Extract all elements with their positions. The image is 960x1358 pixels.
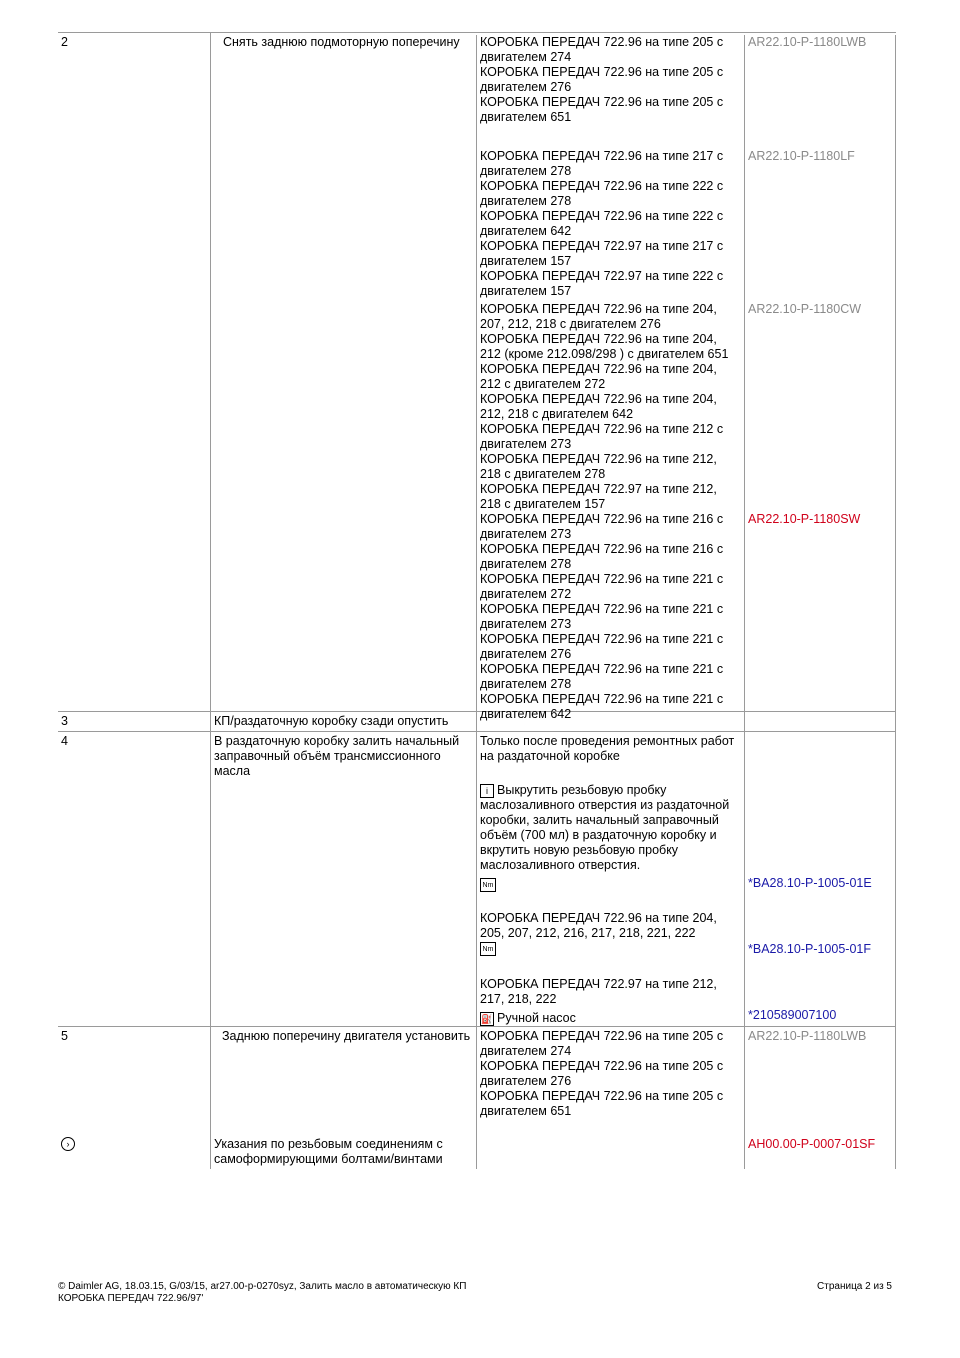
variant-line: КОРОБКА ПЕРЕДАЧ 722.96 на типе 204, 212 (кроме 212.098/298 ) с двигателем 651 [480, 332, 729, 361]
torque-block [480, 877, 741, 907]
step-details [476, 33, 896, 721]
step-action: КП/раздаточную коробку сзади опустить [210, 712, 476, 731]
reference-link[interactable]: AR22.10-P-1180CW [748, 302, 862, 316]
tool-block [480, 1011, 741, 1026]
footer-line: © Daimler AG, 18.03.15, G/03/15, ar27.00-p-0270syz, Залить масло в автоматическую КП [58, 1281, 467, 1292]
reference-link[interactable]: *BA28.10-P-1005-01E [748, 876, 872, 890]
page-number: Страница 2 из 5 [817, 1281, 892, 1292]
reference-link[interactable]: *BA28.10-P-1005-01F [748, 942, 871, 956]
variant-line: КОРОБКА ПЕРЕДАЧ 722.97 на типе 212, 217, 218, 222 [480, 977, 717, 1006]
step-details [476, 1027, 744, 1169]
variant-line: КОРОБКА ПЕРЕДАЧ 722.96 на типе 221 с двигателем 278 [480, 662, 724, 691]
footer-line: КОРОБКА ПЕРЕДАЧ 722.96/97' [58, 1293, 204, 1304]
variant-line: КОРОБКА ПЕРЕДАЧ 722.96 на типе 205 с двигателем 276 [480, 1059, 724, 1088]
empty-cell [744, 712, 896, 731]
variant-line: КОРОБКА ПЕРЕДАЧ 722.96 на типе 205 с двигателем 274 [480, 1029, 724, 1058]
reference-link[interactable]: AR22.10-P-1180LWB [748, 1029, 867, 1043]
torque-nm-icon: Nm [480, 878, 496, 892]
torque-block [480, 941, 741, 971]
variant-line: КОРОБКА ПЕРЕДАЧ 722.96 на типе 204, 205, 207, 212, 216, 217, 218, 221, 222 [480, 911, 717, 940]
step-number: 2 [61, 35, 68, 49]
variant-line: КОРОБКА ПЕРЕДАЧ 722.96 на типе 205 с двигателем 274 [480, 35, 724, 64]
step-number-column [58, 1027, 210, 1169]
variant-line: КОРОБКА ПЕРЕДАЧ 722.96 на типе 204, 212, 218 с двигателем 642 [480, 392, 717, 421]
variant-line: КОРОБКА ПЕРЕДАЧ 722.96 на типе 222 с двигателем 278 [480, 179, 724, 208]
note-text: Только после проведения ремонтных работ на раздаточной коробке [480, 734, 735, 763]
step-number: 3 [61, 714, 68, 728]
reference-link[interactable]: AR22.10-P-1180LWB [748, 35, 867, 49]
step-action [210, 33, 476, 711]
hint-arrow-icon: › [61, 1137, 75, 1151]
variant-line: КОРОБКА ПЕРЕДАЧ 722.96 на типе 205 с двигателем 651 [480, 1089, 724, 1118]
variant-line: КОРОБКА ПЕРЕДАЧ 722.96 на типе 216 с двигателем 273 [480, 512, 724, 541]
variant-line: КОРОБКА ПЕРЕДАЧ 722.96 на типе 216 с двигателем 278 [480, 542, 724, 571]
procedure-table [58, 32, 896, 1169]
variant-group [476, 512, 896, 721]
variant-group [476, 149, 896, 302]
page-footer [58, 1281, 896, 1305]
variant-line: КОРОБКА ПЕРЕДАЧ 722.96 на типе 204, 212 с двигателем 272 [480, 362, 717, 391]
variant-group [476, 302, 896, 512]
step-row [58, 731, 896, 1026]
variant-line: КОРОБКА ПЕРЕДАЧ 722.96 на типе 204, 207, 212, 218 с двигателем 276 [480, 302, 717, 331]
reference-column [744, 1027, 896, 1169]
variant-line: КОРОБКА ПЕРЕДАЧ 722.96 на типе 212, 218 с двигателем 278 [480, 452, 717, 481]
info-text: Выкрутить резьбовую пробку маслозаливного отверстия из раздаточной коробки, залить начальный заправочный объём (700 мл) в раздаточную коробку и вкрутить новую резьбовую пробку маслозаливного отверстия. [480, 783, 730, 872]
variant-line: КОРОБКА ПЕРЕДАЧ 722.96 на типе 212 с двигателем 273 [480, 422, 724, 451]
step-action: В раздаточную коробку залить начальный заправочный объём трансмиссионного масла [210, 732, 476, 1026]
reference-column [744, 732, 896, 1026]
step-action-text: Снять заднюю подмоторную поперечину [223, 35, 460, 49]
variant-line: КОРОБКА ПЕРЕДАЧ 722.96 на типе 205 с двигателем 276 [480, 65, 724, 94]
variant-group [476, 33, 896, 149]
variant-line: КОРОБКА ПЕРЕДАЧ 722.97 на типе 212, 218 с двигателем 157 [480, 482, 717, 511]
info-icon: i [480, 784, 494, 798]
variant-line: КОРОБКА ПЕРЕДАЧ 722.97 на типе 222 с двигателем 157 [480, 269, 724, 298]
step-action-text: Заднюю поперечину двигателя установить [222, 1029, 471, 1043]
variant-line: КОРОБКА ПЕРЕДАЧ 722.96 на типе 221 с двигателем 273 [480, 602, 724, 631]
reference-link[interactable]: *210589007100 [748, 1008, 837, 1022]
reference-link[interactable]: AR22.10-P-1180LF [748, 149, 855, 163]
reference-link[interactable]: AR22.10-P-1180SW [748, 512, 861, 526]
empty-cell [476, 712, 744, 731]
step-number: 5 [61, 1029, 68, 1043]
reference-link[interactable]: AH00.00-P-0007-01SF [748, 1137, 876, 1151]
step-number: 4 [61, 734, 68, 748]
variant-line: КОРОБКА ПЕРЕДАЧ 722.96 на типе 217 с двигателем 278 [480, 149, 724, 178]
hint-text: Указания по резьбовым соединениям с самоформирующими болтами/винтами [214, 1137, 443, 1166]
variant-line: КОРОБКА ПЕРЕДАЧ 722.96 на типе 221 с двигателем 642 [480, 692, 724, 721]
step-details [476, 732, 744, 1026]
variant-line: КОРОБКА ПЕРЕДАЧ 722.96 на типе 221 с двигателем 272 [480, 572, 724, 601]
step-row [58, 1026, 896, 1169]
variant-line: КОРОБКА ПЕРЕДАЧ 722.97 на типе 217 с двигателем 157 [480, 239, 724, 268]
tool-label: Ручной насос [497, 1011, 576, 1025]
variant-line: КОРОБКА ПЕРЕДАЧ 722.96 на типе 221 с двигателем 276 [480, 632, 724, 661]
hand-pump-icon: ⛽ [481, 1013, 493, 1024]
step-row [58, 711, 896, 731]
step-action [210, 1027, 476, 1169]
info-block [480, 783, 741, 873]
variant-line: КОРОБКА ПЕРЕДАЧ 722.96 на типе 205 с двигателем 651 [480, 95, 724, 124]
variant-line: КОРОБКА ПЕРЕДАЧ 722.96 на типе 222 с двигателем 642 [480, 209, 724, 238]
torque-nm-icon: Nm [480, 942, 496, 956]
